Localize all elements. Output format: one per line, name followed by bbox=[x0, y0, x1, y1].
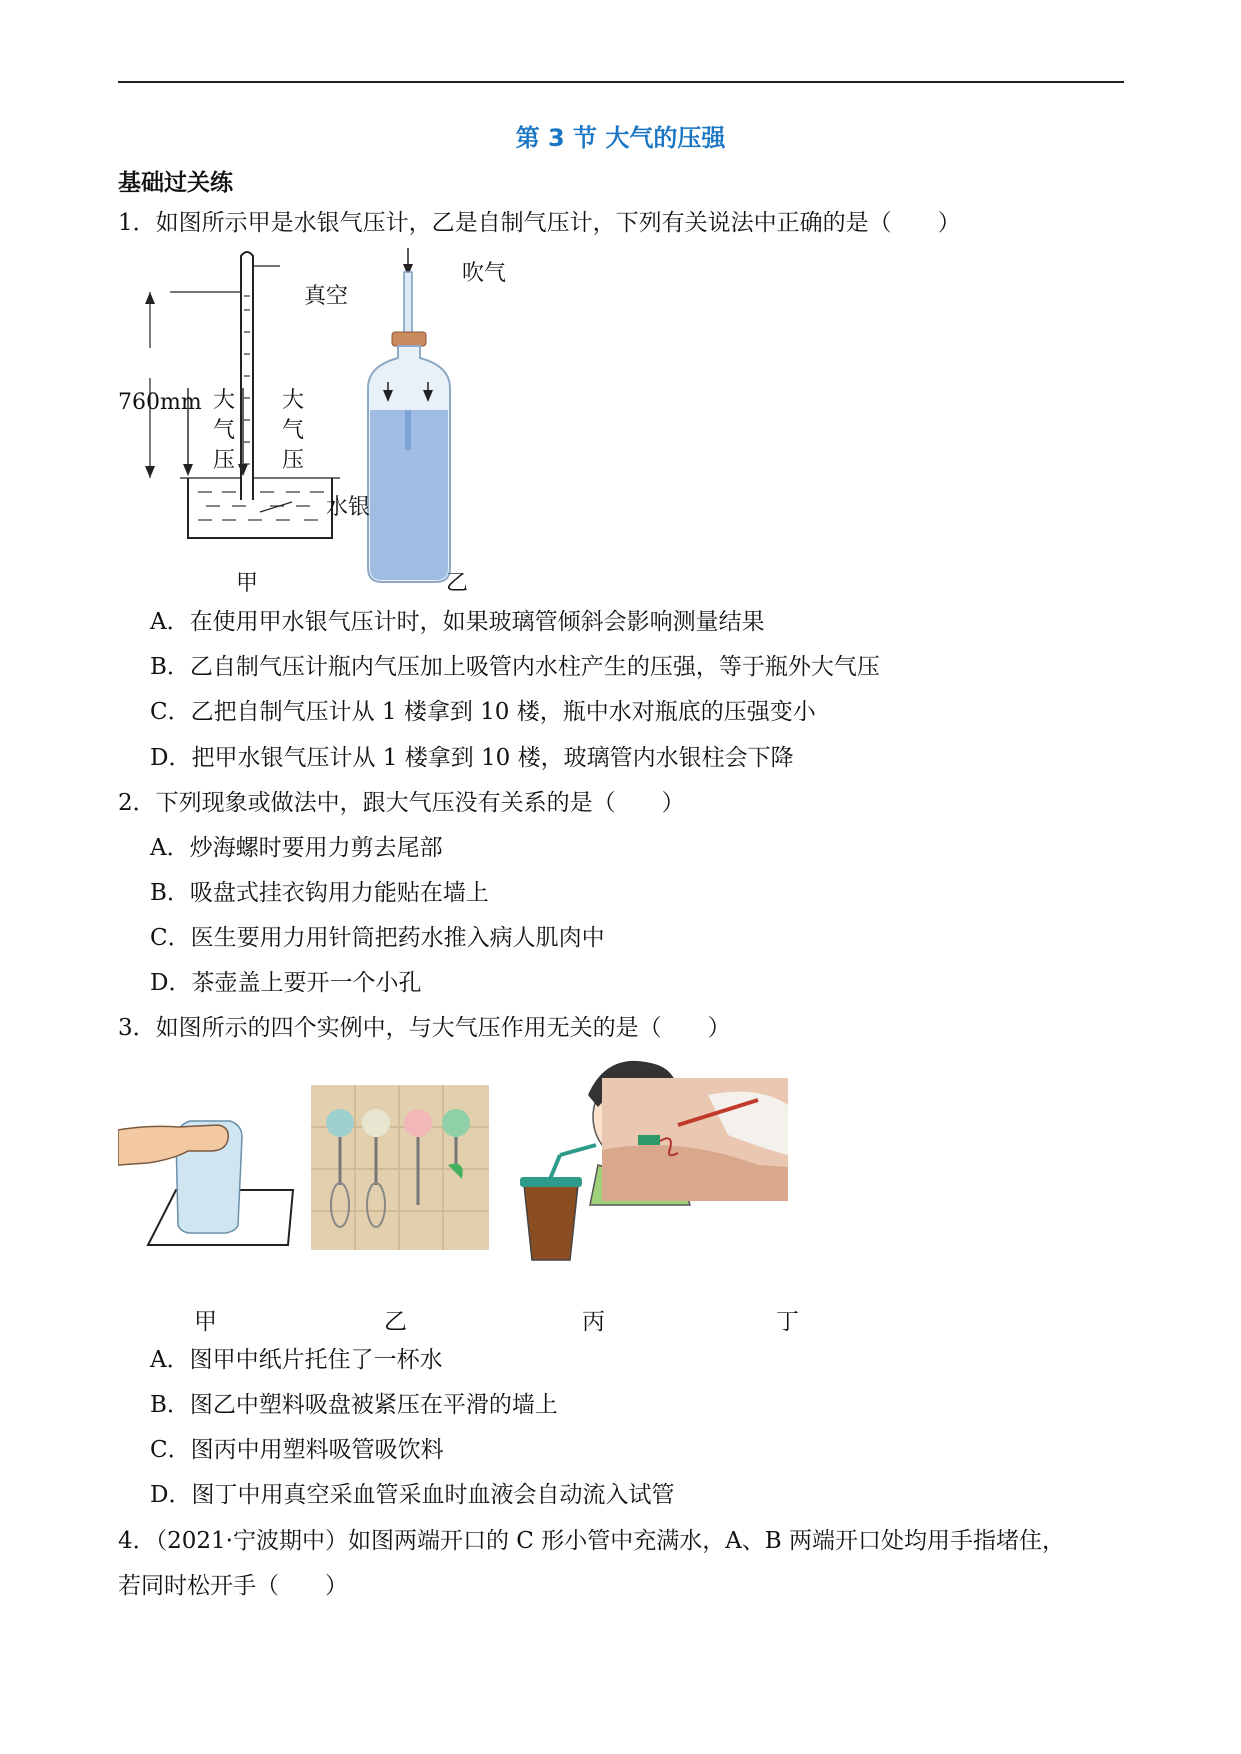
question-3-option-a: A．图甲中纸片托住了一杯水 bbox=[150, 1347, 443, 1373]
question-3-stem: 3．如图所示的四个实例中，与大气压作用无关的是（ ） bbox=[118, 1015, 731, 1041]
cup-paper-illustration bbox=[118, 1121, 293, 1245]
question-4-stem-line-1: 4．（2021·宁波期中）如图两端开口的 C 形小管中充满水，A、B 两端开口处均用手指堵住， bbox=[118, 1528, 1066, 1554]
question-1-stem: 1．如图所示甲是水银气压计，乙是自制气压计，下列有关说法中正确的是（ ） bbox=[118, 210, 961, 236]
header-rule bbox=[118, 81, 1124, 83]
question-1-option-a: A．在使用甲水银气压计时，如果玻璃管倾斜会影响测量结果 bbox=[150, 609, 765, 635]
question-2-option-b: B．吸盘式挂衣钩用力能贴在墙上 bbox=[150, 880, 489, 906]
question-3-option-c: C．图丙中用塑料吸管吸饮料 bbox=[150, 1437, 444, 1463]
section-heading: 基础过关练 bbox=[118, 170, 233, 196]
blow-label: 吹气 bbox=[462, 261, 507, 286]
question-2-option-d: D．茶壶盖上要开一个小孔 bbox=[150, 970, 422, 996]
question-1-option-c: C．乙把自制气压计从 1 楼拿到 10 楼，瓶中水对瓶底的压强变小 bbox=[150, 699, 816, 725]
suction-hooks-photo bbox=[311, 1085, 489, 1250]
question-2-option-a: A．炒海螺时要用力剪去尾部 bbox=[150, 835, 443, 861]
blood-draw-photo bbox=[602, 1078, 788, 1201]
atm-right-char-1: 大 bbox=[282, 388, 305, 413]
atm-right-char-2: 气 bbox=[282, 418, 305, 443]
mercury-label: 水银 bbox=[326, 495, 371, 520]
height-760mm-label: 760mm bbox=[118, 390, 202, 415]
question-4-stem-line-2: 若同时松开手（ ） bbox=[118, 1573, 348, 1599]
question-1-option-b: B．乙自制气压计瓶内气压加上吸管内水柱产生的压强，等于瓶外大气压 bbox=[150, 654, 880, 680]
homemade-barometer-diagram bbox=[368, 248, 450, 582]
figure-1-caption-yi: 乙 bbox=[446, 571, 469, 596]
question-3-figure bbox=[118, 1055, 878, 1265]
question-2-stem: 2．下列现象或做法中，跟大气压没有关系的是（ ） bbox=[118, 790, 685, 816]
figure-3-caption-jia: 甲 bbox=[194, 1309, 217, 1335]
atm-right-char-3: 压 bbox=[282, 448, 305, 473]
atm-left-char-1: 大 bbox=[213, 388, 236, 413]
figure-3-caption-yi: 乙 bbox=[384, 1309, 407, 1335]
question-1-option-d: D．把甲水银气压计从 1 楼拿到 10 楼，玻璃管内水银柱会下降 bbox=[150, 745, 794, 771]
question-3-option-d: D．图丁中用真空采血管采血时血液会自动流入试管 bbox=[150, 1482, 675, 1508]
figure-1-caption-jia: 甲 bbox=[236, 571, 259, 596]
figure-3-caption-ding: 丁 bbox=[776, 1309, 799, 1335]
atm-left-char-3: 压 bbox=[213, 448, 236, 473]
figure-3-caption-bing: 丙 bbox=[582, 1309, 605, 1335]
page-title: 第 3 节 大气的压强 bbox=[515, 124, 726, 152]
vacuum-label: 真空 bbox=[304, 284, 349, 309]
atm-left-char-2: 气 bbox=[213, 418, 236, 443]
question-3-option-b: B．图乙中塑料吸盘被紧压在平滑的墙上 bbox=[150, 1392, 558, 1418]
question-2-option-c: C．医生要用力用针筒把药水推入病人肌肉中 bbox=[150, 925, 605, 951]
